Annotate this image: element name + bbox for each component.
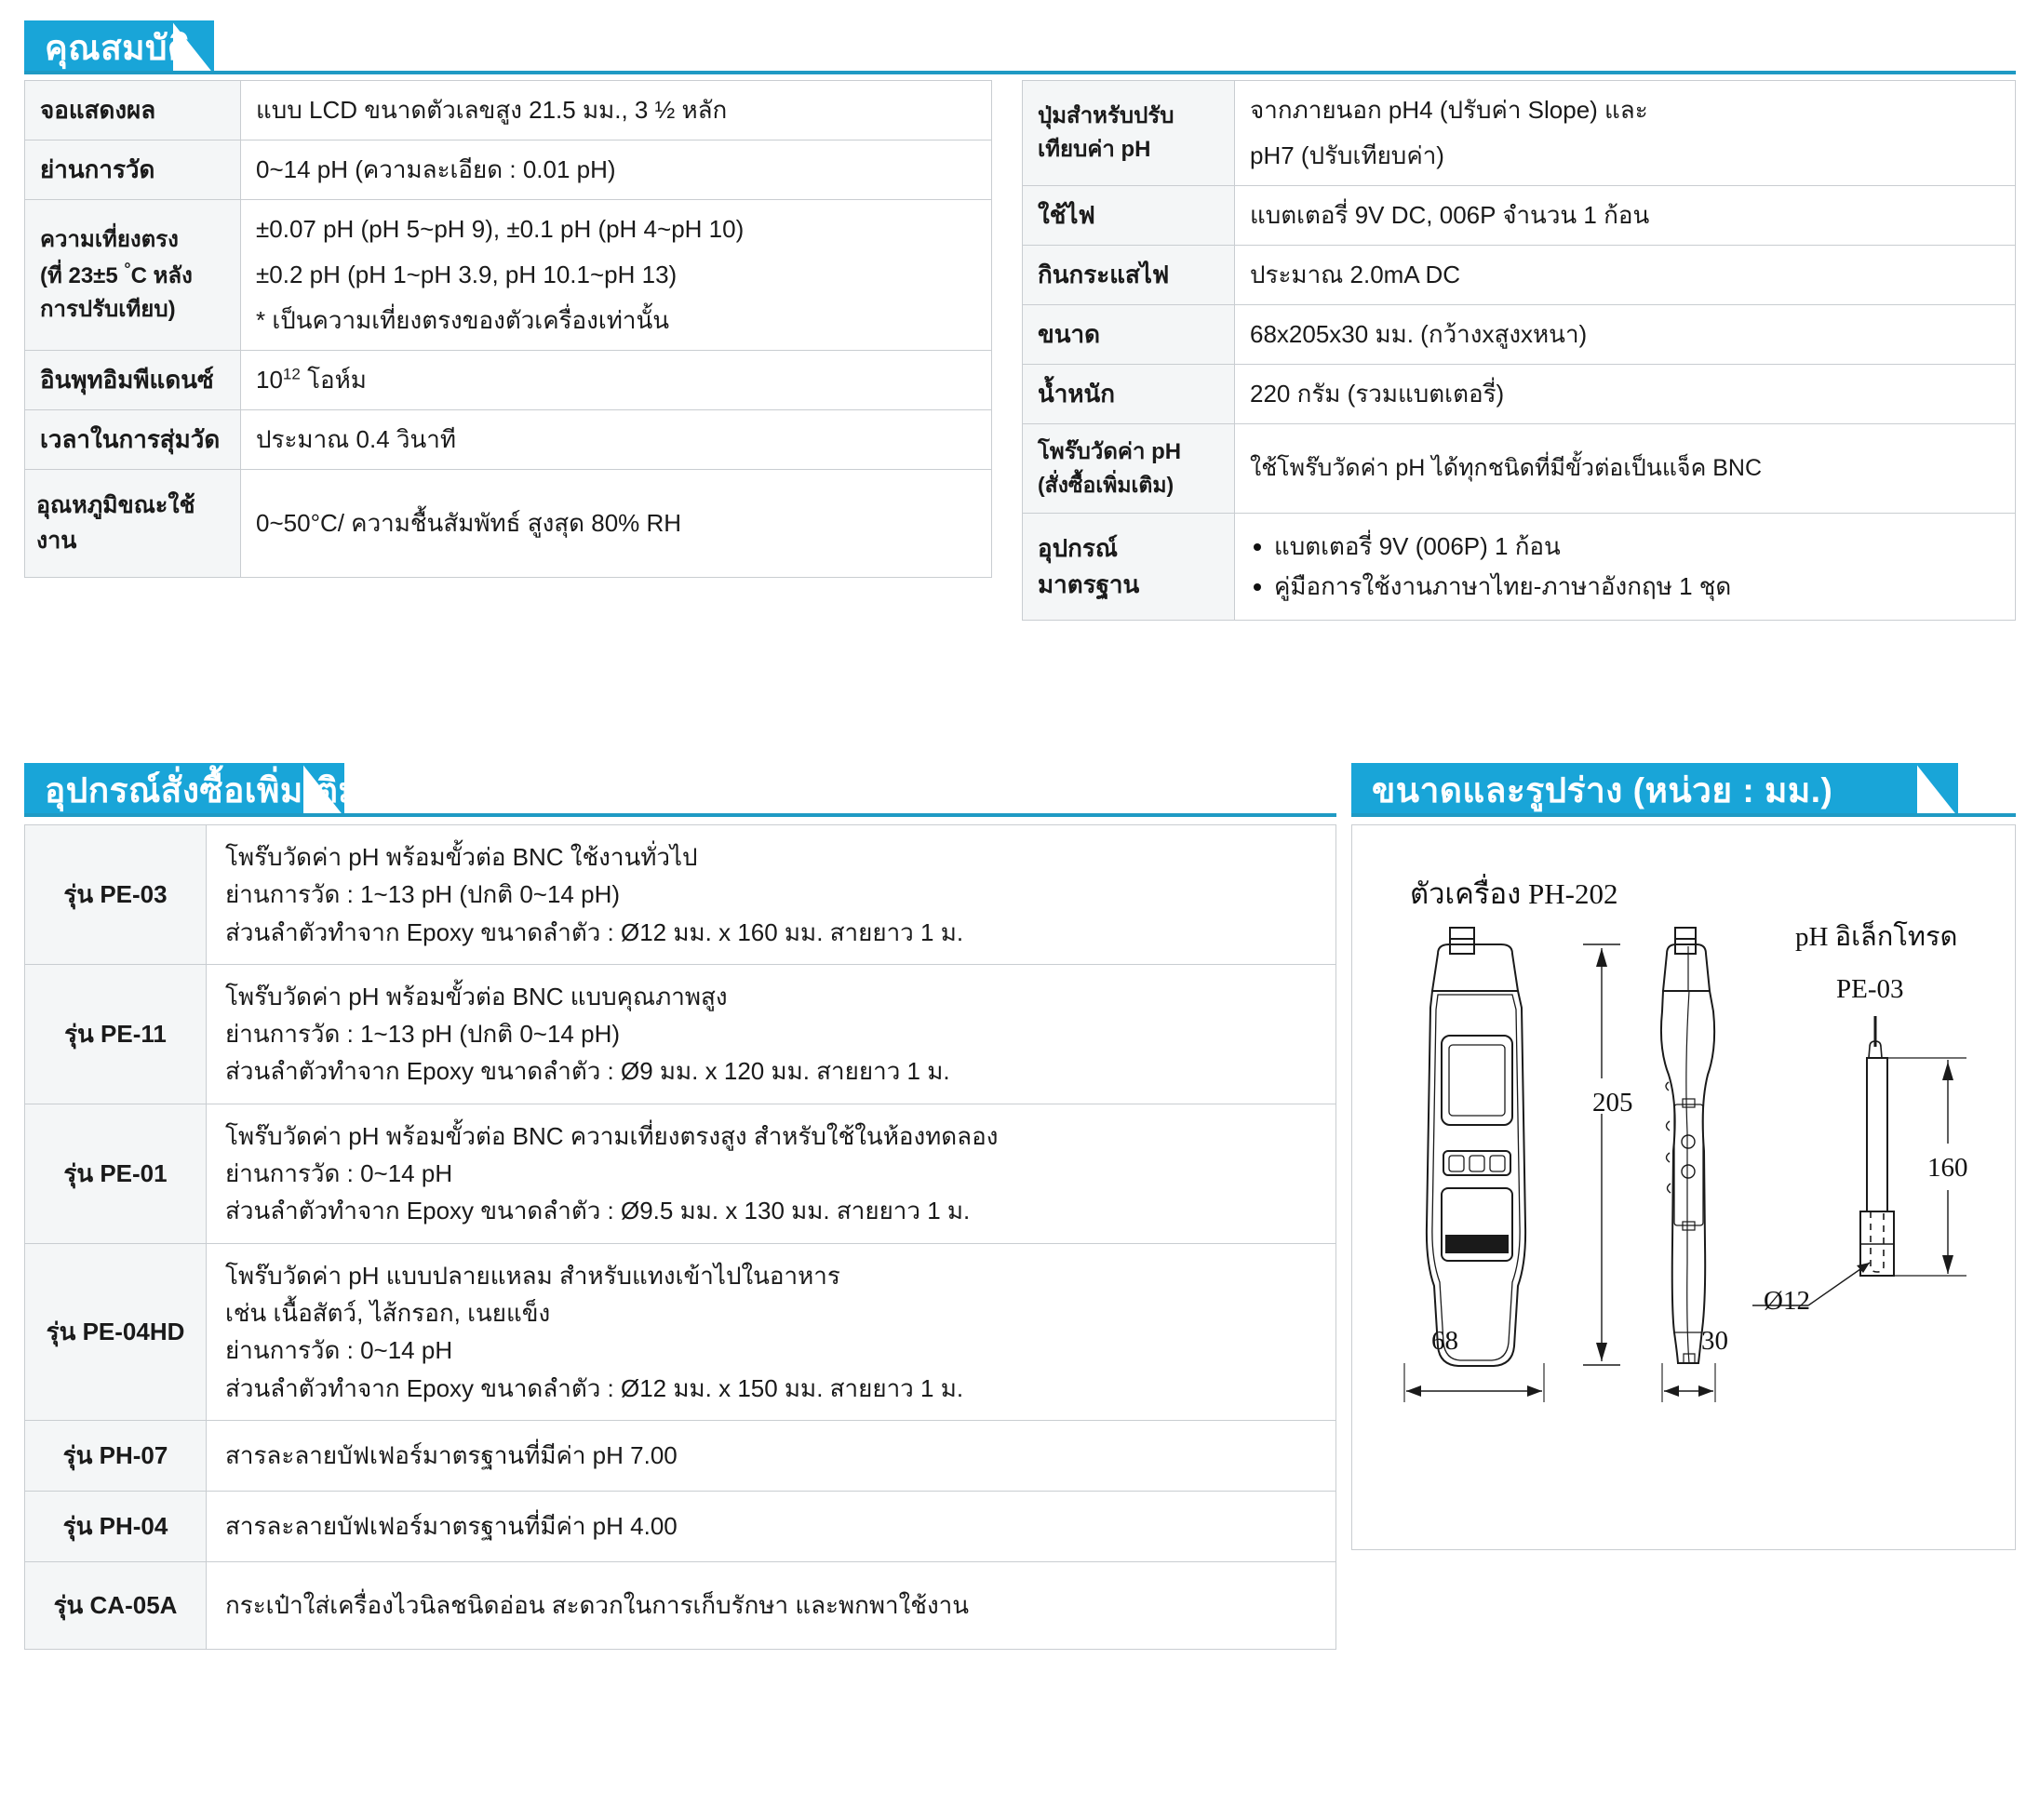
spec-label: อินพุทอิมพีแดนซ์	[25, 351, 241, 410]
table-row	[25, 200, 992, 351]
spec-label: ขนาด	[1023, 305, 1235, 365]
spec-value: ประมาณ 0.4 วินาที	[241, 410, 992, 470]
spec-label: ใช้ไฟ	[1023, 186, 1235, 246]
spec-value: 0~14 pH (ความละเอียด : 0.01 pH)	[241, 141, 992, 200]
spec-label	[25, 200, 241, 351]
dimension-height-value: 205	[1592, 1088, 1633, 1117]
features-banner-shape	[24, 20, 191, 74]
table-row	[25, 141, 992, 200]
dimension-probe-length-value: 160	[1927, 1153, 1968, 1183]
table-row	[1023, 246, 2016, 305]
table-row	[1023, 365, 2016, 424]
spec-value: 0~50°C/ ความชื้นสัมพัทธ์ สูงสุด 80% RH	[241, 470, 992, 578]
table-row	[25, 470, 992, 578]
spec-label: น้ำหนัก	[1023, 365, 1235, 424]
accessory-description: สารละลายบัฟเฟอร์มาตรฐานที่มีค่า pH 7.00	[207, 1420, 1336, 1491]
accessory-description: โพร๊บวัดค่า pH พร้อมขั้วต่อ BNC แบบคุณภาพสูง ย่านการวัด : 1~13 pH (ปกติ 0~14 pH) ส่วนลำตัวทำจาก Epoxy ขนาดลำตัว : Ø9 มม. x 120 มม. สายยาว 1 ม.	[207, 964, 1336, 1104]
table-row	[25, 351, 992, 410]
accessories-banner-shape	[24, 763, 362, 817]
dimensions-title: ขนาดและรูปร่าง (หน่วย : มม.)	[1372, 770, 1833, 810]
spec-value: ±0.07 pH (pH 5~pH 9), ±0.1 pH (pH 4~pH 10) ±0.2 pH (pH 1~pH 3.9, pH 10.1~pH 13) * เป็นความเที่ยงตรงของตัวเครื่องเท่านั้น	[241, 200, 992, 351]
table-row	[1023, 424, 2016, 514]
table-row	[25, 1491, 1336, 1561]
spec-value: $10^{12}$ โอห์ม	[241, 351, 992, 410]
table-row	[25, 1420, 1336, 1491]
features-banner-rule	[24, 71, 2016, 74]
table-row	[25, 81, 992, 141]
spec-label: ย่านการวัด	[25, 141, 241, 200]
table-row	[25, 964, 1336, 1104]
dimensions-banner	[1351, 763, 1917, 817]
accessories-banner	[24, 763, 362, 817]
features-banner	[24, 20, 191, 74]
accessories-table	[24, 824, 1336, 1650]
table-row	[25, 1561, 1336, 1649]
spec-label: อุปกรณ์มาตรฐาน	[1023, 513, 1235, 620]
spec-value: แบบ LCD ขนาดตัวเลขสูง 21.5 มม., 3 ½ หลัก	[241, 81, 992, 141]
table-row	[25, 825, 1336, 965]
accessory-model: รุ่น PE-04HD	[25, 1243, 207, 1420]
spec-label: เวลาในการสุ่มวัด	[25, 410, 241, 470]
dimension-diagram-panel	[1351, 824, 2016, 1550]
dimensions-banner-shape	[1351, 763, 1917, 817]
spec-value: แบตเตอรี่ 9V DC, 006P จำนวน 1 ก้อน	[1235, 186, 2016, 246]
probe-caption-line2: PE-03	[1836, 974, 1904, 1004]
spec-label-main: ความเที่ยงตรง	[40, 227, 179, 252]
features-title: คุณสมบัติ	[45, 28, 191, 67]
accessory-description: กระเป๋าใส่เครื่องไวนิลชนิดอ่อน สะดวกในการเก็บรักษา และพกพาใช้งาน	[207, 1561, 1336, 1649]
specs-table-left	[24, 80, 992, 578]
dimension-depth-value: 30	[1701, 1326, 1728, 1356]
accessory-model: รุ่น PE-11	[25, 964, 207, 1104]
dimension-drawing	[1352, 825, 2017, 1551]
spec-value: 220 กรัม (รวมแบตเตอรี่)	[1235, 365, 2016, 424]
table-row	[25, 410, 992, 470]
spec-value	[1235, 513, 2016, 620]
accessory-model: รุ่น CA-05A	[25, 1561, 207, 1649]
accessory-model: รุ่น PH-04	[25, 1491, 207, 1561]
spec-label-sub1: (ที่ 23±5 °C หลัง	[40, 260, 193, 288]
spec-value: ประมาณ 2.0mA DC	[1235, 246, 2016, 305]
list-item: คู่มือการใช้งานภาษาไทย-ภาษาอังกฤษ 1 ชุด	[1250, 569, 2000, 605]
accessory-model: รุ่น PE-01	[25, 1104, 207, 1243]
table-row	[1023, 513, 2016, 620]
probe-caption-line1: pH อิเล็กโทรด	[1795, 922, 1958, 952]
dimensions-banner-rule	[1351, 813, 2016, 817]
list-item: แบตเตอรี่ 9V (006P) 1 ก้อน	[1250, 529, 2000, 565]
spec-value: จากภายนอก pH4 (ปรับค่า Slope) และ pH7 (ปรับเทียบค่า)	[1235, 81, 2016, 186]
table-row	[1023, 81, 2016, 186]
table-row	[1023, 305, 2016, 365]
dimension-width-value: 68	[1431, 1326, 1458, 1356]
accessory-model: รุ่น PE-03	[25, 825, 207, 965]
spec-label: ปุ่มสำหรับปรับ เทียบค่า pH	[1023, 81, 1235, 186]
table-row	[25, 1243, 1336, 1420]
spec-value: 68x205x30 มม. (กว้างxสูงxหนา)	[1235, 305, 2016, 365]
spec-label-sub2: การปรับเทียบ)	[40, 297, 176, 322]
accessories-title: อุปกรณ์สั่งซื้อเพิ่มเติม	[45, 770, 362, 810]
spec-label: จอแสดงผล	[25, 81, 241, 141]
spec-label: กินกระแสไฟ	[1023, 246, 1235, 305]
accessory-description: สารละลายบัฟเฟอร์มาตรฐานที่มีค่า pH 4.00	[207, 1491, 1336, 1561]
accessory-description: โพร๊บวัดค่า pH พร้อมขั้วต่อ BNC ใช้งานทั่วไป ย่านการวัด : 1~13 pH (ปกติ 0~14 pH) ส่วนลำตัวทำจาก Epoxy ขนาดลำตัว : Ø12 มม. x 160 มม. สายยาว 1 ม.	[207, 825, 1336, 965]
accessory-model: รุ่น PH-07	[25, 1420, 207, 1491]
dimension-probe-diameter-value: Ø12	[1764, 1286, 1810, 1316]
accessories-banner-rule	[24, 813, 1336, 817]
accessory-description: โพร๊บวัดค่า pH แบบปลายแหลม สำหรับแทงเข้าไปในอาหาร เช่น เนื้อสัตว์, ไส้กรอก, เนยแข็ง ย่านการวัด : 0~14 pH ส่วนลำตัวทำจาก Epoxy ขนาดลำตัว : Ø12 มม. x 150 มม. สายยาว 1 ม.	[207, 1243, 1336, 1420]
spec-label: อุณหภูมิขณะใช้งาน	[25, 470, 241, 578]
specs-table-right	[1022, 80, 2016, 621]
accessory-description: โพร๊บวัดค่า pH พร้อมขั้วต่อ BNC ความเที่ยงตรงสูง สำหรับใช้ในห้องทดลอง ย่านการวัด : 0~14 pH ส่วนลำตัวทำจาก Epoxy ขนาดลำตัว : Ø9.5 มม. x 130 มม. สายยาว 1 ม.	[207, 1104, 1336, 1243]
spec-label: โพร๊บวัดค่า pH (สั่งซื้อเพิ่มเติม)	[1023, 424, 1235, 514]
table-row	[1023, 186, 2016, 246]
spec-value: ใช้โพร๊บวัดค่า pH ได้ทุกชนิดที่มีขั้วต่อเป็นแจ็ค BNC	[1235, 424, 2016, 514]
table-row	[25, 1104, 1336, 1243]
meter-caption: ตัวเครื่อง PH-202	[1410, 877, 1618, 910]
standard-accessories-list	[1250, 529, 2000, 605]
